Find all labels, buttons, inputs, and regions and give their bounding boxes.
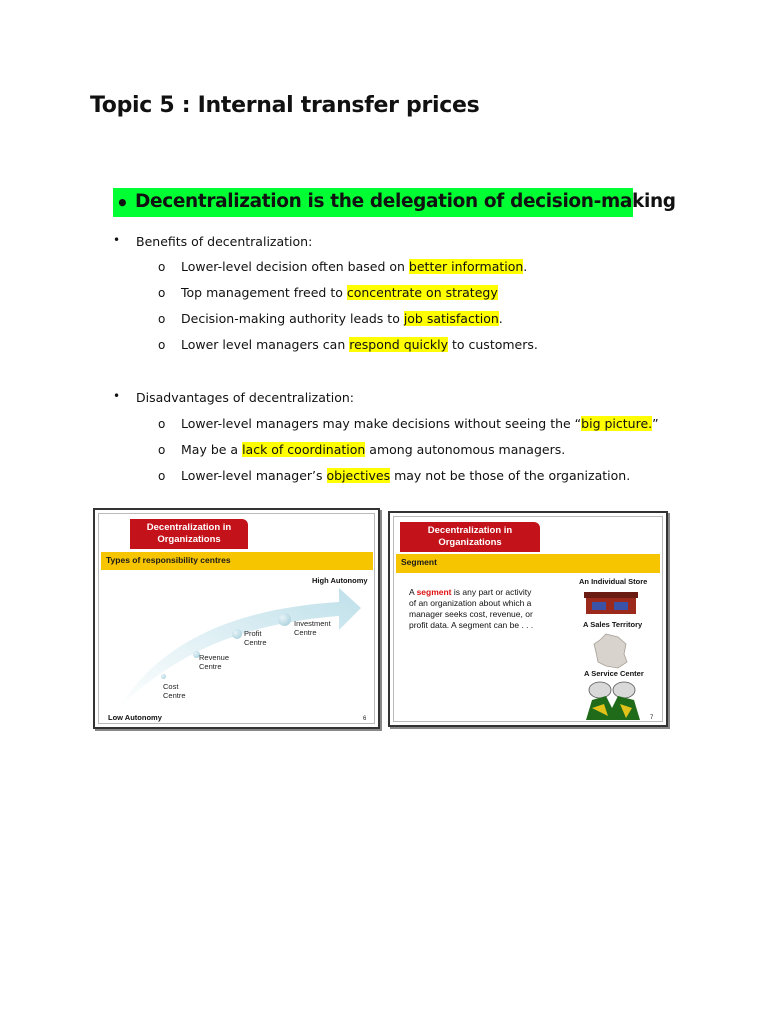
banner-bullet: • bbox=[116, 191, 129, 215]
slide-responsibility-centres bbox=[93, 508, 380, 729]
list-item: Decision-making authority leads to job satisfaction. bbox=[181, 311, 503, 326]
benefits-bullet: • bbox=[113, 233, 121, 247]
sub-bullet: o bbox=[158, 286, 166, 300]
sub-bullet: o bbox=[158, 417, 166, 431]
slide-page-number: 6 bbox=[363, 716, 367, 722]
list-item: Lower-level managers may make decisions without seeing the “big picture.” bbox=[181, 416, 659, 431]
segment-definition: A segment is any part or activity of an organization about which a manager seeks cost, revenue, or profit data. A segment can be . . . bbox=[409, 587, 534, 630]
slide-header: Decentralization in Organizations bbox=[400, 522, 540, 552]
france-map-icon bbox=[592, 632, 630, 670]
store-label: An Individual Store bbox=[579, 577, 648, 586]
service-center-icon bbox=[582, 678, 642, 722]
list-item: May be a lack of coordination among autonomous managers. bbox=[181, 442, 566, 457]
profit-circle bbox=[232, 629, 242, 639]
slide-header: Decentralization in Organizations bbox=[130, 519, 248, 549]
list-item: Lower-level manager’s objectives may not be those of the organization. bbox=[181, 468, 631, 483]
service-center-label: A Service Center bbox=[584, 669, 644, 678]
cost-circle bbox=[161, 674, 166, 679]
slide-bar: Types of responsibility centres bbox=[101, 552, 373, 570]
list-item: Top management freed to concentrate on strategy bbox=[181, 285, 498, 300]
sub-bullet: o bbox=[158, 260, 166, 274]
profit-centre-label: Profit Centre bbox=[244, 629, 267, 647]
benefits-heading: Benefits of decentralization: bbox=[136, 234, 313, 249]
investment-centre-label: Investment Centre bbox=[294, 619, 331, 637]
page-title: Topic 5 : Internal transfer prices bbox=[90, 93, 480, 118]
list-item: Lower level managers can respond quickly to customers. bbox=[181, 337, 538, 352]
investment-circle bbox=[278, 613, 291, 626]
definition-banner bbox=[113, 188, 676, 217]
sub-bullet: o bbox=[158, 443, 166, 457]
territory-label: A Sales Territory bbox=[583, 620, 643, 629]
low-autonomy-label: Low Autonomy bbox=[108, 713, 162, 722]
high-autonomy-label: High Autonomy bbox=[312, 576, 368, 585]
slide-segment bbox=[388, 511, 668, 727]
arrow-shape bbox=[117, 588, 361, 710]
revenue-centre-label: Revenue Centre bbox=[199, 653, 230, 671]
slide-bar: Segment bbox=[396, 554, 660, 573]
sub-bullet: o bbox=[158, 469, 166, 483]
disadvantages-heading: Disadvantages of decentralization: bbox=[136, 390, 355, 405]
slide-page-number: 7 bbox=[650, 715, 654, 721]
store-icon bbox=[584, 590, 639, 616]
list-item: Lower-level decision often based on better information. bbox=[181, 259, 528, 274]
sub-bullet: o bbox=[158, 312, 166, 326]
sub-bullet: o bbox=[158, 338, 166, 352]
banner-text: Decentralization is the delegation of decision-making bbox=[135, 191, 676, 212]
cost-centre-label: Cost Centre bbox=[163, 682, 186, 700]
disadvantages-bullet: • bbox=[113, 389, 121, 403]
